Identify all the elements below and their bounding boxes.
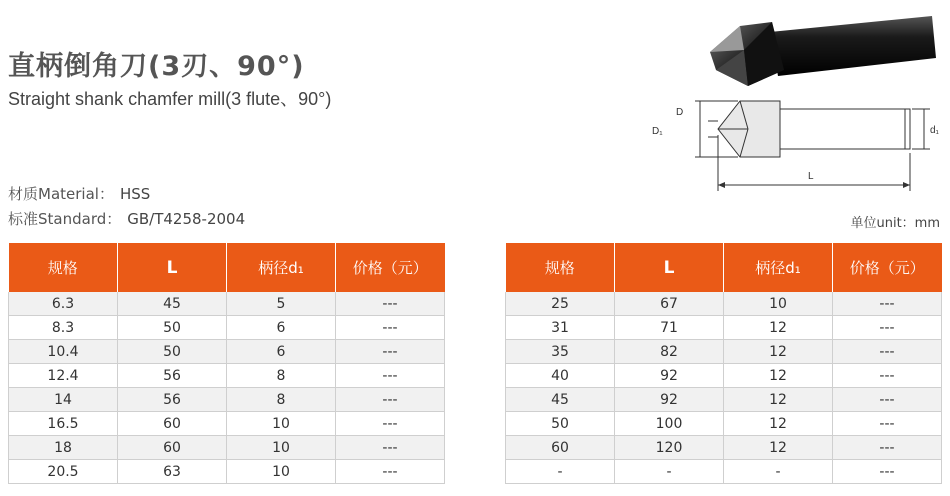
cell-length: 60 — [118, 436, 227, 460]
table-row — [506, 364, 942, 388]
table-row — [9, 412, 445, 436]
cell-shank-diameter: - — [724, 460, 833, 484]
table-row — [506, 388, 942, 412]
cell-price: --- — [833, 316, 942, 340]
cell-price: --- — [336, 364, 445, 388]
cell-shank-diameter: 12 — [724, 364, 833, 388]
diagram-D-label: D — [676, 107, 684, 118]
cell-length: - — [615, 460, 724, 484]
cell-spec: 14 — [9, 388, 118, 412]
cell-length: 120 — [615, 436, 724, 460]
cell-shank-diameter: 12 — [724, 388, 833, 412]
header-price: 价格（元） — [336, 243, 445, 292]
header-price: 价格（元） — [833, 243, 942, 292]
cell-price: --- — [833, 364, 942, 388]
cell-length: 63 — [118, 460, 227, 484]
cell-shank-diameter: 8 — [227, 388, 336, 412]
cell-length: 50 — [118, 340, 227, 364]
cell-length: 82 — [615, 340, 724, 364]
cell-spec: 10.4 — [9, 340, 118, 364]
table-row — [9, 340, 445, 364]
cell-shank-diameter: 8 — [227, 364, 336, 388]
header-length: L — [118, 243, 227, 292]
cell-spec: 25 — [506, 292, 615, 316]
cell-spec: 50 — [506, 412, 615, 436]
header-spec: 规格 — [9, 243, 118, 292]
cell-shank-diameter: 10 — [227, 436, 336, 460]
cell-spec: 16.5 — [9, 412, 118, 436]
diagram-D1-label: D₁ — [652, 126, 663, 137]
cell-spec: - — [506, 460, 615, 484]
table-row — [506, 412, 942, 436]
table-row — [9, 364, 445, 388]
table-row — [506, 460, 942, 484]
page-subtitle: Straight shank chamfer mill(3 flute、90°) — [8, 89, 332, 109]
table-row — [9, 316, 445, 340]
page-title: 直柄倒角刀(3刃、90°) — [8, 51, 305, 82]
table-row — [9, 292, 445, 316]
material-label: 材质Material： — [8, 185, 114, 203]
cell-shank-diameter: 12 — [724, 316, 833, 340]
cell-spec: 60 — [506, 436, 615, 460]
cell-spec: 8.3 — [9, 316, 118, 340]
cell-price: --- — [833, 388, 942, 412]
cell-spec: 35 — [506, 340, 615, 364]
cell-price: --- — [336, 412, 445, 436]
cell-spec: 45 — [506, 388, 615, 412]
cell-length: 45 — [118, 292, 227, 316]
cell-length: 67 — [615, 292, 724, 316]
cell-length: 100 — [615, 412, 724, 436]
cell-spec: 31 — [506, 316, 615, 340]
table-row — [9, 436, 445, 460]
cell-price: --- — [833, 412, 942, 436]
standard-label: 标准Standard： — [8, 210, 122, 228]
table-row — [506, 316, 942, 340]
standard-spec — [8, 208, 245, 229]
cell-spec: 40 — [506, 364, 615, 388]
table-row — [506, 340, 942, 364]
material-value: HSS — [119, 185, 151, 203]
cell-price: --- — [336, 316, 445, 340]
cell-length: 92 — [615, 364, 724, 388]
cell-shank-diameter: 6 — [227, 316, 336, 340]
diagram-d1-label: d₁ — [930, 125, 939, 136]
chamfer-mill-image — [700, 4, 940, 94]
cell-price: --- — [833, 460, 942, 484]
cell-shank-diameter: 12 — [724, 436, 833, 460]
cell-shank-diameter: 6 — [227, 340, 336, 364]
cell-length: 56 — [118, 388, 227, 412]
cell-shank-diameter: 5 — [227, 292, 336, 316]
spec-table-right — [505, 243, 942, 484]
cell-length: 60 — [118, 412, 227, 436]
unit-label: 单位unit：mm — [850, 216, 940, 231]
header-shank-diameter: 柄径d₁ — [724, 243, 833, 292]
cell-price: --- — [833, 436, 942, 460]
cell-length: 92 — [615, 388, 724, 412]
table-row — [9, 388, 445, 412]
cell-spec: 6.3 — [9, 292, 118, 316]
cell-spec: 18 — [9, 436, 118, 460]
header-length: L — [615, 243, 724, 292]
spec-table-left — [8, 243, 445, 484]
cell-length: 71 — [615, 316, 724, 340]
table-row — [9, 460, 445, 484]
cell-shank-diameter: 12 — [724, 340, 833, 364]
cell-price: --- — [336, 388, 445, 412]
standard-value: GB/T4258-2004 — [127, 210, 246, 228]
cell-shank-diameter: 10 — [227, 460, 336, 484]
table-row — [506, 436, 942, 460]
material-spec — [8, 183, 150, 204]
header-spec: 规格 — [506, 243, 615, 292]
cell-spec: 12.4 — [9, 364, 118, 388]
dimension-diagram — [650, 95, 950, 205]
cell-spec: 20.5 — [9, 460, 118, 484]
cell-price: --- — [336, 292, 445, 316]
cell-price: --- — [336, 460, 445, 484]
cell-length: 56 — [118, 364, 227, 388]
cell-price: --- — [833, 340, 942, 364]
table-row — [506, 292, 942, 316]
cell-price: --- — [336, 436, 445, 460]
header-shank-diameter: 柄径d₁ — [227, 243, 336, 292]
cell-shank-diameter: 10 — [724, 292, 833, 316]
cell-length: 50 — [118, 316, 227, 340]
cell-price: --- — [336, 340, 445, 364]
cell-shank-diameter: 12 — [724, 412, 833, 436]
diagram-L-label: L — [808, 171, 814, 182]
cell-shank-diameter: 10 — [227, 412, 336, 436]
cell-price: --- — [833, 292, 942, 316]
